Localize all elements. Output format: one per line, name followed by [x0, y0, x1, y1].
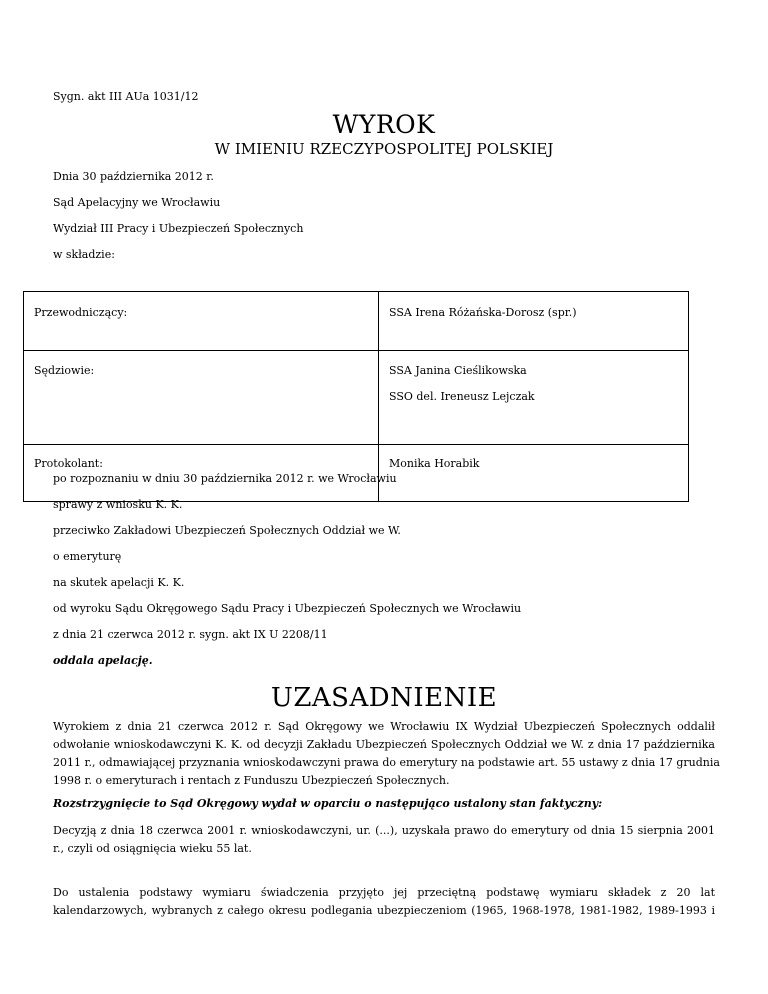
panel-name: Monika Horabik — [389, 457, 480, 470]
court-panel-table — [23, 291, 689, 470]
court-division: Wydział III Pracy i Ubezpieczeń Społecznych — [53, 222, 304, 235]
paragraph-line: 2011 r., odmawiającej przyznania wnioskodawczyni prawa do emerytury na podstawie art. 55 ustawy z dnia 17 grudnia — [53, 756, 720, 769]
proceedings-line: przeciwko Zakładowi Ubezpieczeń Społecznych Oddział we W. — [53, 524, 401, 537]
paragraph-line: odwołanie wnioskodawczyni K. K. od decyzji Zakładu Ubezpieczeń Społecznych Oddział we W. z dnia 17 października — [53, 738, 715, 751]
composition-label: w składzie: — [53, 248, 115, 261]
panel-name: SSA Janina Cieślikowska — [389, 364, 527, 377]
verdict: oddala apelację. — [53, 654, 153, 667]
proceedings-line: na skutek apelacji K. K. — [53, 576, 185, 589]
court-name: Sąd Apelacyjny we Wrocławiu — [53, 196, 221, 209]
panel-name: SSA Irena Różańska-Dorosz (spr.) — [389, 306, 577, 319]
panel-names-clerk — [379, 445, 689, 502]
panel-role-chair: Przewodniczący: — [24, 292, 379, 351]
proceedings-line: o emeryturę — [53, 550, 122, 563]
panel-row-chair — [24, 292, 689, 351]
panel-role-clerk: Protokolant: — [24, 445, 379, 502]
proceedings-line: po rozpoznaniu w dniu 30 października 2012 r. we Wrocławiu — [53, 472, 397, 485]
proceedings-line: z dnia 21 czerwca 2012 r. sygn. akt IX U 2208/11 — [53, 628, 328, 641]
paragraph-line: Wyrokiem z dnia 21 czerwca 2012 r. Sąd Okręgowy we Wrocławiu IX Wydział Ubezpieczeń Społecznych oddalił — [53, 720, 715, 733]
panel-role-judges: Sędziowie: — [24, 351, 379, 445]
paragraph-line: r., czyli od osiągnięcia wieku 55 lat. — [53, 842, 252, 855]
paragraph-line: Do ustalenia podstawy wymiaru świadczenia przyjęto jej przeciętną podstawę wymiaru składek z 20 lat — [53, 886, 715, 899]
panel-name: SSO del. Ireneusz Lejczak — [389, 390, 535, 403]
judgment-title: WYROK — [332, 110, 436, 139]
panel-names-judges — [379, 351, 689, 445]
paragraph-line: kalendarzowych, wybranych z całego okresu podlegania ubezpieczeniom (1965, 1968-1978, 1981-1982, 1989-1993 i — [53, 904, 715, 917]
justification-title: UZASADNIENIE — [270, 683, 498, 713]
proceedings-line: od wyroku Sądu Okręgowego Sądu Pracy i Ubezpieczeń Społecznych we Wrocławiu — [53, 602, 522, 615]
panel-row-judges — [24, 351, 689, 445]
paragraph-line: 1998 r. o emeryturach i rentach z Funduszu Ubezpieczeń Społecznych. — [53, 774, 450, 787]
proceedings-line: sprawy z wniosku K. K. — [53, 498, 183, 511]
justification-paragraph-3 — [53, 884, 715, 920]
justification-paragraph-1 — [53, 718, 720, 790]
paragraph-line: Decyzją z dnia 18 czerwca 2001 r. wnioskodawczyni, ur. (...), uzyskała prawo do emerytury od dnia 15 sierpnia 2001 — [53, 824, 715, 837]
judgment-subtitle: W IMIENIU RZECZYPOSPOLITEJ POLSKIEJ — [214, 140, 554, 158]
case-number: Sygn. akt III AUa 1031/12 — [53, 90, 199, 103]
panel-names-chair — [379, 292, 689, 351]
facts-heading: Rozstrzygnięcie to Sąd Okręgowy wydał w oparciu o następująco ustalony stan faktyczny: — [53, 797, 603, 810]
judgment-date: Dnia 30 października 2012 r. — [53, 170, 214, 183]
justification-paragraph-2 — [53, 822, 715, 858]
